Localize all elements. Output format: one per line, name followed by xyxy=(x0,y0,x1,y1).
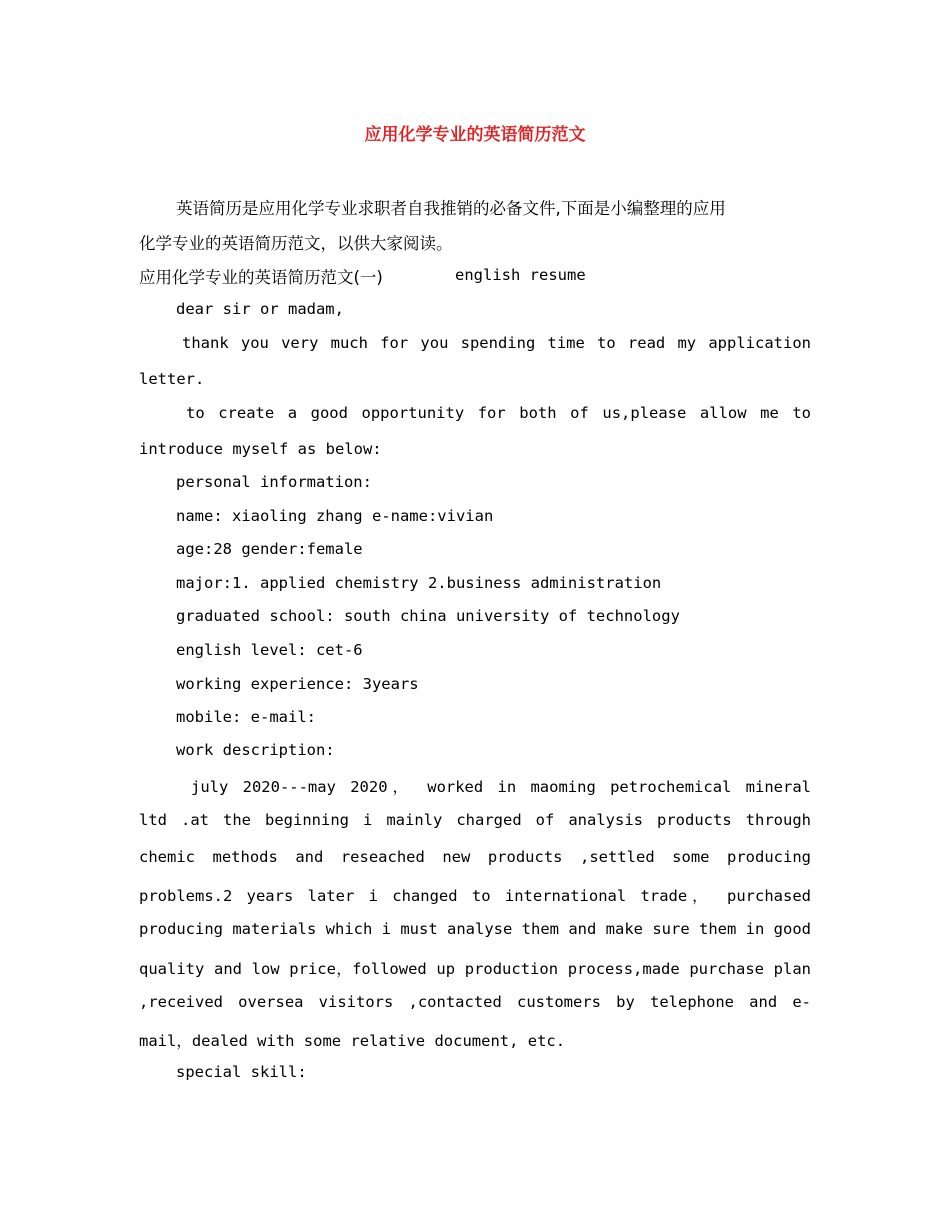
age-line: age:28 gender:female xyxy=(176,540,363,558)
intro-line-1: 英语简历是应用化学专业求职者自我推销的必备文件,下面是小编整理的应用 xyxy=(176,199,726,218)
section-tag: english resume xyxy=(455,266,586,284)
contact-line: mobile: e-mail: xyxy=(176,708,316,726)
document-title: 应用化学专业的英语简历范文 xyxy=(364,125,586,145)
experience-line: working experience: 3years xyxy=(176,675,419,693)
name-line: name: xiaoling zhang e-name:vivian xyxy=(176,507,494,525)
intro2-line-2: introduce myself as below: xyxy=(139,440,382,458)
major-line: major:1. applied chemistry 2.business administration xyxy=(176,574,662,592)
greeting: dear sir or madam, xyxy=(176,300,344,318)
work-line-1: july 2020---may 2020， worked in maoming petrochemical mineral xyxy=(191,778,811,796)
thanks-line-2: letter. xyxy=(139,370,205,388)
english-level-line: english level: cet-6 xyxy=(176,641,363,659)
work-line-8: mail，dealed with some relative document, etc. xyxy=(139,1032,566,1050)
special-skill-heading: special skill: xyxy=(176,1063,307,1081)
work-line-6: quality and low price，followed up production process,made purchase plan xyxy=(139,960,811,978)
intro-line-2: 化学专业的英语简历范文，以供大家阅读。 xyxy=(139,234,453,253)
school-line: graduated school: south china university of technology xyxy=(176,607,680,625)
personal-info-heading: personal information: xyxy=(176,473,372,491)
work-line-2: ltd .at the beginning i mainly charged of analysis products through xyxy=(139,811,811,829)
work-line-7: ,received oversea visitors ,contacted customers by telephone and e- xyxy=(139,993,811,1011)
work-line-4: problems.2 years later i changed to international trade， purchased xyxy=(139,887,811,905)
section-heading: 应用化学专业的英语简历范文(一) xyxy=(139,268,383,287)
intro2-line-1: to create a good opportunity for both of us,please allow me to xyxy=(186,404,811,422)
work-description-label: work description: xyxy=(176,741,335,759)
work-line-5: producing materials which i must analyse them and make sure them in good xyxy=(139,920,811,938)
thanks-line-1: thank you very much for you spending time to read my application xyxy=(182,334,811,352)
work-line-3: chemic methods and reseached new products ,settled some producing xyxy=(139,848,811,866)
